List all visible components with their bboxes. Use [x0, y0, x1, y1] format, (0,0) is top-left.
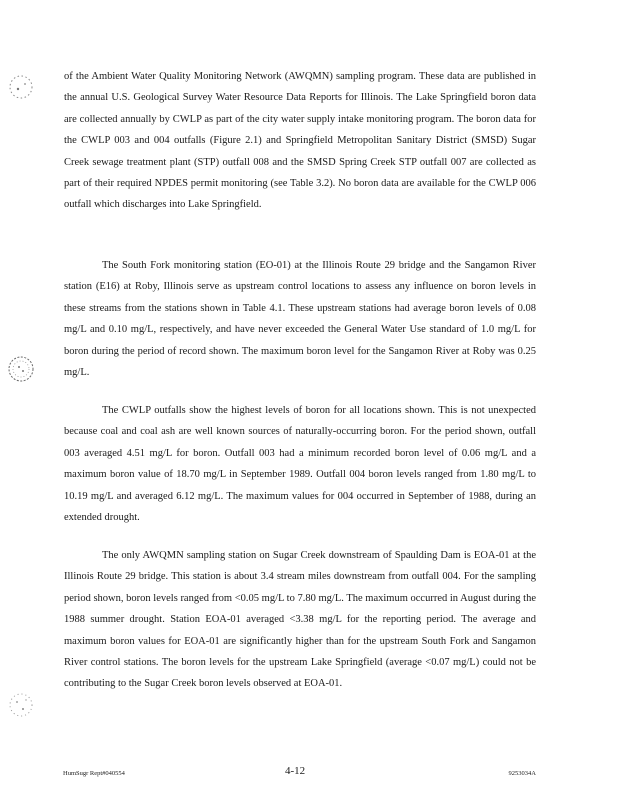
footer-revision-code: 9253034A — [508, 770, 536, 777]
page-number: 4-12 — [285, 765, 306, 777]
footer-document-id: HumSugr Rept#040554 — [63, 770, 125, 777]
punch-hole-mark-middle — [6, 354, 36, 384]
body-paragraph-4: The only AWQMN sampling station on Sugar Creek downstream of Spaulding Dam is EOA-01 at the Illinois Route 29 bridge. This station is about 3.4 stream miles downstream from outfall 004. For the sampling period shown, boron levels ranged from <0.05 mg/L to 7.80 mg/L. The maximum occurred in August during the 1988 summer drought. Station EOA-01 averaged <3.38 mg/L for the reporting period. The average and maximum boron values for EOA-01 are significantly higher than for the upstream South Fork and Sangamon River control stations. The boron levels for the upstream Lake Springfield (average <0.07 mg/L) could not be contributing to the Sugar Creek boron levels observed at EOA-01. — [64, 550, 536, 690]
punch-hole-mark-top — [6, 72, 36, 102]
punch-hole-mark-bottom — [6, 690, 36, 720]
body-paragraph-3: The CWLP outfalls show the highest levels of boron for all locations shown. This is not unexpected because coal and coal ash are well known sources of naturally-occurring boron. For the period shown, outfall 003 averaged 4.51 mg/L for boron. Outfall 003 had a minimum recorded boron level of 0.06 mg/L and a maximum boron value of 18.70 mg/L in September 1989. Outfall 004 boron levels ranged from 1.80 mg/L to 10.19 mg/L and averaged 6.12 mg/L. The maximum values for 004 occurred in September of 1988, during an extended drought. — [64, 405, 536, 524]
body-paragraph-1: of the Ambient Water Quality Monitoring Network (AWQMN) sampling program. These data are published in the annual U.S. Geological Survey Water Resource Data Reports for Illinois. The Lake Springfield boron data are collected annually by CWLP as part of the city water supply intake monitoring program. The boron data for the CWLP 003 and 004 outfalls (Figure 2.1) and Springfield Metropolitan Sanitary District (SMSD) Sugar Creek sewage treatment plant (STP) outfall 008 and the SMSD Spring Creek STP outfall 007 are collected as part of their required NPDES permit monitoring (see Table 3.2). No boron data are available for the CWLP 006 outfall which discharges into Lake Springfield. — [64, 71, 536, 211]
body-paragraph-2: The South Fork monitoring station (EO-01) at the Illinois Route 29 bridge and the Sangamon River station (E16) at Roby, Illinois serve as upstream control locations to assess any influence on boron levels in these streams from the stations shown in Table 4.1. These upstream stations had average boron levels of 0.08 mg/L and 0.10 mg/L, respectively, and have never exceeded the General Water Use standard of 1.0 mg/L for boron during the period of record shown. The maximum boron level for the Sangamon River at Roby was 0.25 mg/L. — [64, 260, 536, 379]
